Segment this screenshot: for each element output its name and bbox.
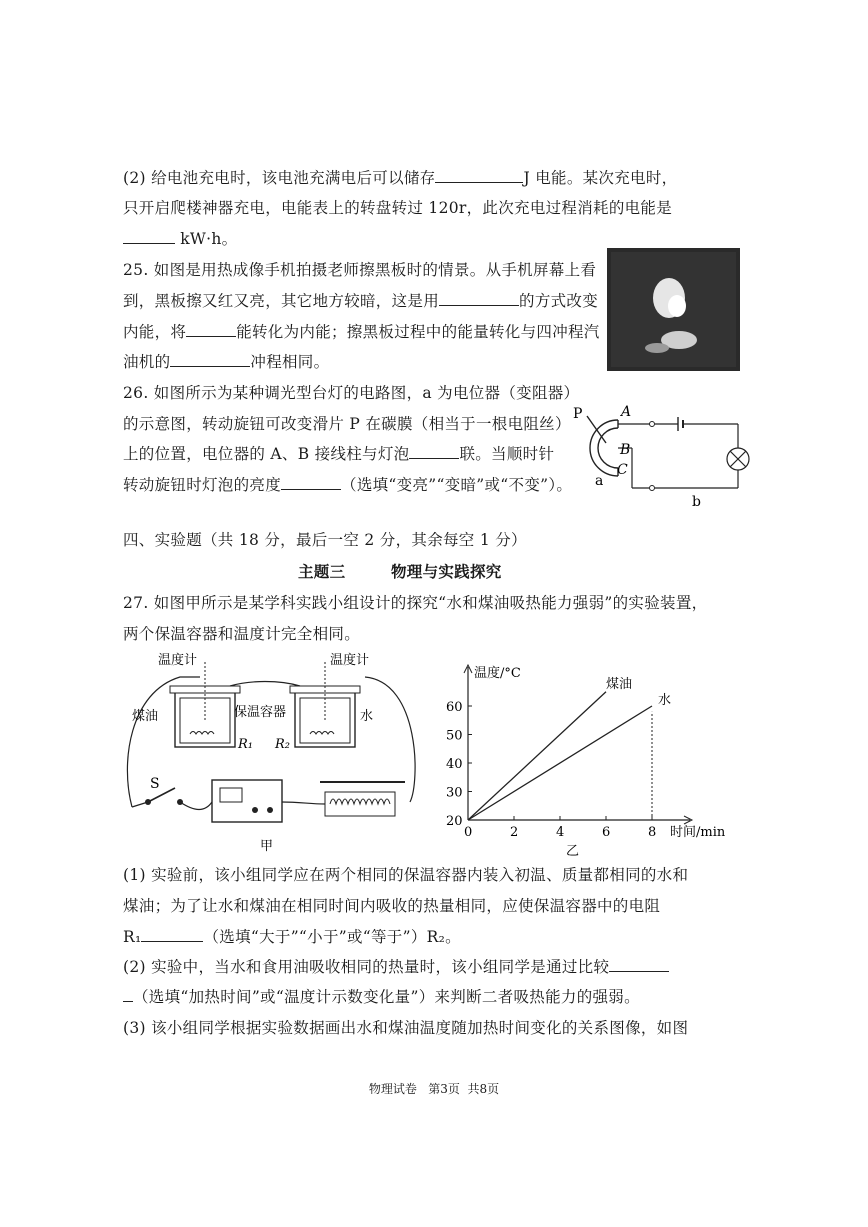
answer-blank-compare[interactable] [609,957,669,972]
q25-line1: 25. 如图是用热成像手机拍摄老师擦黑板时的情景。从手机屏幕上看 [123,261,597,279]
q27-part1-line2: 煤油；为了让水和煤油在相同时间内吸收的热量相同，应使保温容器中的电阻 [123,897,661,915]
y-tick-label: 30 [446,785,463,801]
q24-text: (2) 给电池充电时，该电池充满电后可以储存 [123,169,436,187]
q25-line4 [123,352,329,372]
answer-blank-method[interactable] [439,291,519,306]
label-a: a [595,473,604,489]
q27-part3-line1: (3) 该小组同学根据实验数据画出水和煤油温度随加热时间变化的关系图像，如图 [123,1019,689,1037]
q27-line1: 27. 如图甲所示是某学科实践小组设计的探究“水和煤油吸热能力强弱”的实验装置， [123,594,708,612]
kerosene-label: 煤油 [132,709,159,724]
label-b: b [692,494,701,510]
q25-text: 能转化为内能；擦黑板过程中的能量转化与四冲程汽 [236,323,600,341]
label-A: A [621,404,632,420]
y-tick-label: 50 [446,728,463,744]
switch-label: S [150,776,160,792]
q27-line2: 两个保温容器和温度计完全相同。 [123,625,361,643]
answer-blank-energy-type[interactable] [186,322,236,337]
r2-label: R₂ [275,737,290,752]
apparatus-figure [120,652,440,857]
figure-caption-jia: 甲 [260,839,274,854]
x-tick-label: 2 [510,825,519,840]
q27-part1-line1: (1) 实验前，该小组同学应在两个相同的保温容器内装入初温、质量都相同的水和 [123,866,689,884]
answer-blank-stroke[interactable] [170,352,250,367]
q25-text: 到，黑板擦又红又亮，其它地方较暗，这是用 [123,292,440,310]
q25-line3 [123,322,600,342]
q26-text: 联。当顺时针 [459,445,555,463]
q26-line3 [123,444,554,464]
water-label: 水 [360,709,374,724]
q26-line2: 的示意图，转动旋钮可改变滑片 P 在碳膜（相当于一根电阻丝） [123,415,571,433]
q25-text: 冲程相同。 [250,353,330,371]
q24-part2-line1 [123,168,677,188]
answer-blank-resistance[interactable] [141,927,203,942]
answer-blank-kwh[interactable] [123,229,175,244]
answer-blank-connection[interactable] [409,444,459,459]
q25-text: 内能，将 [123,323,187,341]
thermometer-label-left: 温度计 [158,653,198,668]
x-axis-label: 时间/min [670,825,726,840]
series-line-1 [468,706,652,820]
thermometer-label-right: 温度计 [330,653,370,668]
q27-text: （选填“加热时间”或“温度计示数变化量”）来判断二者吸热能力的强弱。 [133,988,640,1006]
q24-text: J 电能。某次充电时， [523,169,678,187]
q26-text: （选填“变亮”“变暗”或“不变”）。 [341,476,573,494]
q27-part2-line2 [123,987,640,1007]
q26-line1: 26. 如图所示为某种调光型台灯的电路图，a 为电位器（变阻器） [123,384,580,402]
q27-text: (2) 实验中，当水和食用油吸收相同的热量时，该小组同学是通过比较 [123,958,610,976]
x-tick-label: 0 [464,825,473,840]
label-B: B [620,442,631,458]
series-label-1: 水 [658,693,672,708]
series-line-0 [468,692,606,820]
answer-blank-energy[interactable] [435,168,523,183]
q25-text: 油机的 [123,353,171,371]
y-tick-label: 40 [446,757,463,772]
potentiometer-circuit-diagram [570,398,760,513]
q27-part1-line3 [123,927,461,947]
q26-text: 上的位置，电位器的 A、B 接线柱与灯泡 [123,445,410,463]
section-4-title: 四、实验题（共 18 分，最后一空 2 分，其余每空 1 分） [123,531,527,549]
label-C: C [617,462,628,478]
q24-part2-line3 [123,229,237,249]
y-tick-label: 20 [446,814,463,829]
q26-text: 转动旋钮时灯泡的亮度 [123,476,282,494]
q26-line4 [123,475,572,495]
y-axis-label: 温度/°C [474,666,521,681]
q24-part2-line2: 只开启爬楼神器充电，电能表上的转盘转过 120r，此次充电过程消耗的电能是 [123,199,673,217]
y-tick-label: 60 [446,700,463,715]
q27-text: R₁ [123,928,142,946]
q25-line2 [123,291,598,311]
x-tick-label: 6 [602,825,611,840]
q25-text: 的方式改变 [519,292,599,310]
theme-title: 主题三 物理与实践探究 [298,562,502,581]
q27-part2-line1 [123,957,669,977]
figure-caption-yi: 乙 [566,844,580,859]
thermal-image-photo [607,248,740,371]
label-P: P [573,406,583,422]
answer-blank-brightness[interactable] [281,475,341,490]
x-tick-label: 4 [556,825,565,840]
r1-label: R₁ [238,737,253,752]
answer-blank-compare-cont[interactable] [123,987,133,1002]
q27-text: （选填“大于”“小于”或“等于”）R₂。 [203,928,461,946]
q24-unit: kW·h。 [180,230,238,248]
page-footer: 物理试卷 第3页 共8页 [368,1082,500,1096]
temperature-time-chart [435,655,726,860]
series-label-0: 煤油 [606,676,633,692]
container-label: 保温容器 [234,705,287,720]
x-tick-label: 8 [648,825,657,840]
